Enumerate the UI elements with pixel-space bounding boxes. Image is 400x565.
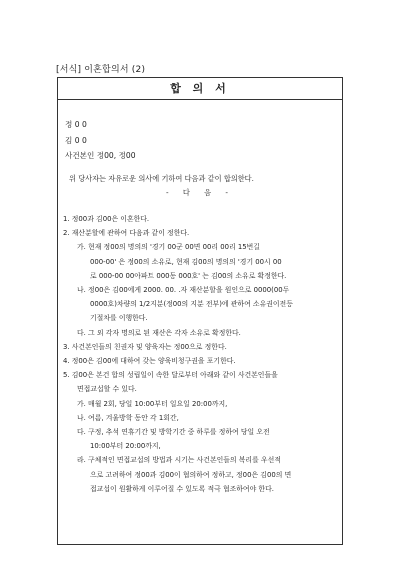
term-line: 2. 재산분할에 관하여 다음과 같이 정한다. — [63, 229, 190, 238]
term-line: 라. 구체적인 면접교섭의 방법과 시기는 사건본인들의 복리를 우선적 — [77, 456, 281, 465]
term-line: 3. 사건본인들의 친권자 및 양육자는 정00으로 정한다. — [63, 342, 227, 351]
term-line: 나. 여름, 겨울방학 동안 각 1회간, — [77, 413, 179, 422]
term-line: 0000호)차량의 1/2지분(정00의 지분 전부)에 관하여 소유권이전등 — [90, 300, 293, 309]
term-line: 가. 현재 정00의 명의의 '경기 00군 00면 00리 00리 15번길 — [77, 243, 260, 252]
term-line: 접교섭이 원활하게 이루어질 수 있도록 적극 협조하여야 한다. — [90, 484, 274, 493]
section-heading: - 다 음 - — [166, 188, 234, 197]
term-line: 1. 정00과 김00은 이혼한다. — [63, 215, 150, 223]
term-line: 으로 고려하여 정00과 김00이 협의하여 정하고, 정00은 김00의 면 — [90, 470, 292, 479]
form-label: [서식] 이혼합의서 (2) — [56, 65, 146, 75]
parties-block — [65, 117, 136, 164]
intro-text: 위 당사자는 자유로운 의사에 기하여 다음과 같이 합의한다. — [69, 174, 254, 183]
term-line: 기절차를 이행한다. — [90, 314, 148, 323]
party-line: 정 0 0 — [65, 120, 87, 129]
term-line: 로 000-00 00아파트 000동 000호' 는 김00의 소유로 확정한다. — [90, 271, 287, 280]
party-line: 사건본인 정00, 정00 — [65, 151, 136, 160]
document-title: 합 의 서 — [58, 78, 342, 100]
term-line: 000-00' 은 정00의 소유로, 현재 김00의 명의의 '경기 00시 00 — [90, 257, 282, 266]
term-line: 5. 김00은 본건 합의 성립일이 속한 달로부터 아래와 같이 사건본인들을 — [63, 371, 278, 380]
term-line: 가. 매월 2회, 당일 10:00부터 일요일 20:00까지, — [77, 399, 228, 408]
party-line: 김 0 0 — [65, 135, 87, 145]
term-line: 다. 구정, 추석 연휴기간 및 방학기간 중 하루를 정하여 당일 오전 — [77, 428, 270, 437]
term-line: 다. 그 외 각자 명의로 된 재산은 각자 소유로 확정한다. — [77, 328, 241, 337]
terms-list — [63, 212, 339, 496]
term-line: 나. 정00은 김00에게 2000. 00. .자 재산분할을 원인으로 0000(00두 — [77, 286, 290, 295]
term-line: 면접교섭할 수 있다. — [77, 385, 137, 394]
term-line: 4. 정00은 김00에 대하여 갖는 양육비청구권을 포기한다. — [63, 357, 236, 366]
agreement-frame — [57, 77, 343, 545]
term-line: 10:00부터 20:00까지, — [90, 442, 161, 451]
